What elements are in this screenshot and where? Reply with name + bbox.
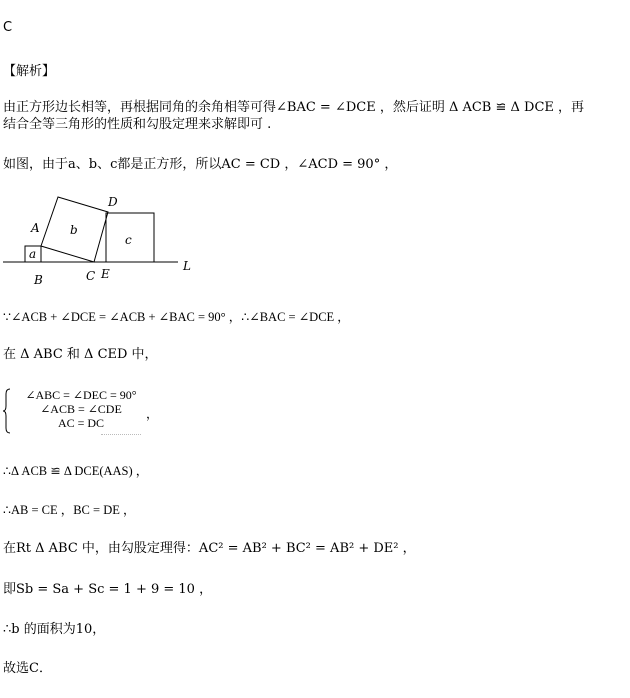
label-D: D: [108, 195, 118, 209]
step-7: ∴b 的面积为10，: [3, 622, 106, 637]
step-8: 故选C．: [3, 661, 52, 676]
step-2: 在 Δ ABC 和 Δ CED 中，: [3, 347, 158, 362]
label-b: b: [70, 223, 78, 237]
label-C: C: [86, 269, 96, 283]
brace-rows: [11, 388, 151, 430]
brace-row-1: ∠ABC = ∠DEC = 90°: [25, 388, 137, 402]
intro-line: 如图，由于a、b、c都是正方形，所以AC = CD ，∠ACD = 90° ，: [3, 157, 398, 172]
label-c: c: [125, 233, 132, 247]
brace-row-3: AC = DC: [57, 416, 105, 430]
label-L: L: [183, 259, 191, 273]
step-4: ∴AB = CE ，BC = DE ，: [3, 503, 136, 517]
analysis-line-1: 由正方形边长相等，再根据同角的余角相等可得∠BAC = ∠DCE ，然后证明 Δ ACB ≌ Δ DCE ，再: [3, 100, 585, 115]
system-of-equations: [3, 388, 163, 440]
brace-row-2: ∠ACB = ∠CDE: [40, 402, 122, 416]
brace-tail: ，: [146, 407, 159, 421]
step-1: ∵∠ACB + ∠DCE = ∠ACB + ∠BAC = 90° ，∴∠BAC = ∠DCE ，: [3, 310, 350, 324]
geometry-figure: [0, 190, 210, 290]
answer-letter: C: [3, 20, 13, 35]
analysis-line-2: 结合全等三角形的性质和勾股定理来求解即可 .: [3, 117, 272, 132]
label-a: a: [29, 247, 37, 261]
dotted-divider: [101, 434, 141, 435]
label-E: E: [101, 267, 110, 281]
label-B: B: [34, 273, 43, 287]
left-brace: [3, 388, 11, 434]
label-A: A: [31, 221, 40, 235]
step-6: 即Sb = Sa + Sc = 1 + 9 = 10 ，: [3, 582, 213, 597]
analysis-heading: 【解析】: [3, 64, 56, 79]
step-3: ∴Δ ACB ≌ Δ DCE(AAS) ，: [3, 464, 149, 478]
step-5: 在Rt Δ ABC 中，由勾股定理得：AC² = AB² + BC² = AB² + DE² ，: [3, 541, 416, 556]
